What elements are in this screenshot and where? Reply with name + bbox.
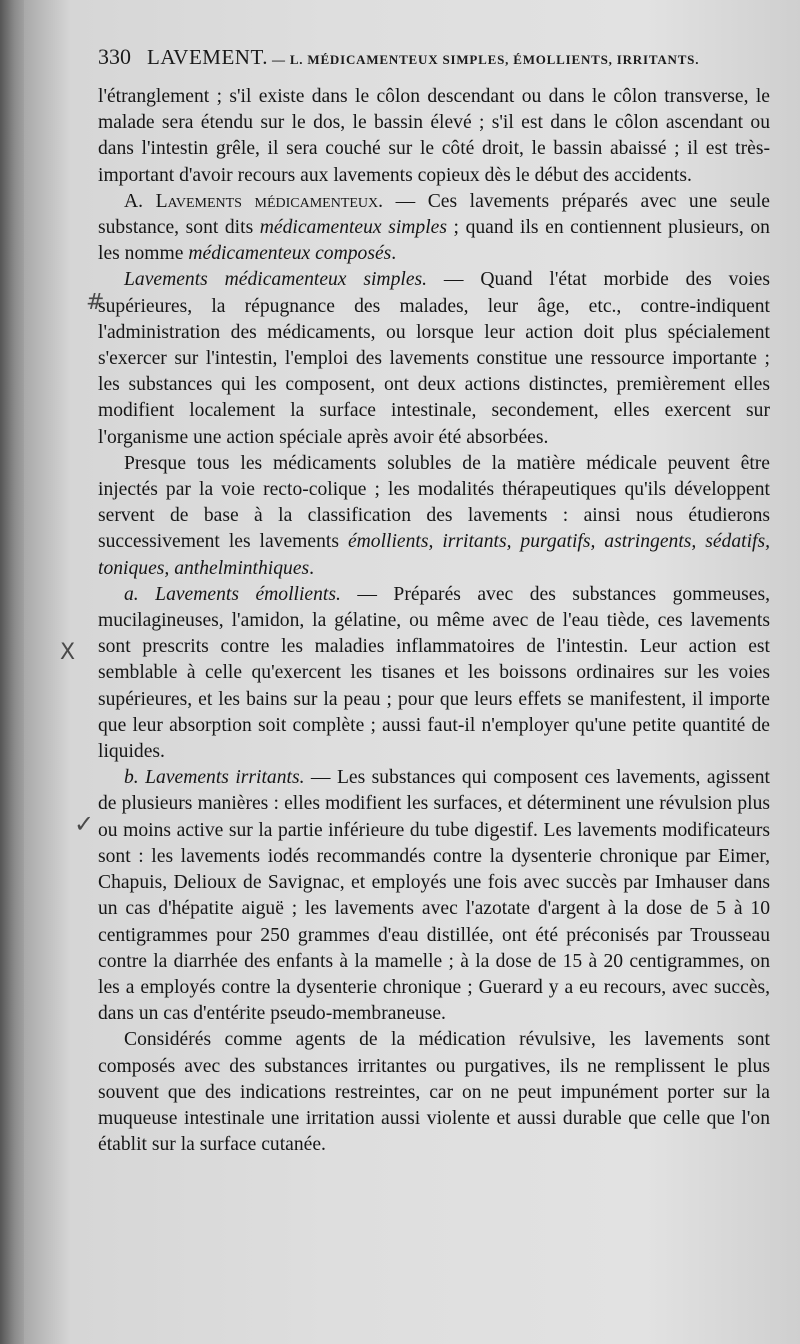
page-header	[98, 44, 758, 70]
section-heading: A. Lavements médicamenteux.	[124, 190, 384, 212]
body-text	[98, 84, 770, 1158]
paragraph-6: b. Lavements irritants. — Les substances qui composent ces lavements, agissent de plusieurs manières : elles modifient les surfaces, et déterminent une révulsion plus ou moins active sur la partie inférieure du tube digestif. Les lavements modificateurs sont : les lavements iodés recommandés contre la dysenterie chronique par Eimer, Chapuis, Delioux de Savignac, et employés une fois avec succès par Imhauser dans un cas d'hépatite aiguë ; les lavements avec l'azotate d'argent à la dose de 5 à 10 centigrammes pour 250 grammes d'eau distillée, ont été préconisés par Trousseau contre la diarrhée des enfants à la mamelle ; à la dose de 15 à 20 centigrammes, on les a employés contre la dysenterie chronique ; Guerard y a eu recours, avec succès, dans un cas d'entérite pseudo-membraneuse.	[98, 767, 771, 1025]
margin-annotation-check: ✓	[74, 810, 95, 838]
paragraph-3: Lavements médicamenteux simples. — Quand l'état morbide des voies supérieures, la répugnance des malades, leur âge, etc., contre-indiquent l'administration des médicaments, ou lorsque leur action doit plus spécialement s'exercer sur l'intestin, l'emploi des lavements constitue une ressource importante ; les substances qui les composent, ont deux actions distinctes, premièrement elles modifient localement la surface intestinale, secondement, elles exercent sur l'organisme une action spéciale après avoir été absorbées.	[98, 269, 770, 448]
paragraph-2: A. Lavements médicamenteux. — Ces lavements préparés avec une seule substance, sont dits médicamenteux simples ; quand ils en contiennent plusieurs, on les nomme médicamenteux composés.	[98, 190, 770, 265]
book-binding-edge	[0, 0, 24, 1344]
subsection-heading: a. Lavements émollients.	[124, 583, 341, 605]
running-title: LAVEMENT.	[147, 45, 268, 69]
subsection-heading: b. Lavements irritants.	[124, 767, 305, 789]
paragraph-7: Considérés comme agents de la médication révulsive, les lavements sont composés avec des substances irritantes ou purgatives, ils ne remplissent le plus souvent que des indications restreintes, car on ne peut impunément porter sur la muqueuse intestinale une irritation aussi violente et aussi durable que celle que l'on établit sur la surface cutanée.	[98, 1029, 770, 1156]
paragraph-4: Presque tous les médicaments solubles de la matière médicale peuvent être injectés par la voie recto-colique ; les modalités thérapeutiques qu'ils développent servent de base à la classification des lavements : ainsi nous étudierons successivement les lavements émollients, irritants, purgatifs, astringents, sédatifs, toniques, anthelminthiques.	[98, 452, 771, 579]
paragraph-1: l'étranglement ; s'il existe dans le côlon descendant ou dans le côlon transverse, le malade sera étendu sur le dos, le bassin élevé ; s'il est dans le côlon ascendant ou dans l'intestin grêle, il sera couché sur le côté droit, le bassin abaissé ; il est très-important d'avoir recours aux lavements copieux dès le début des accidents.	[98, 86, 770, 186]
subsection-heading: Lavements médicamenteux simples.	[124, 269, 428, 291]
book-page	[24, 0, 800, 1344]
page-number: 330	[98, 44, 131, 69]
running-subtitle: — L. MÉDICAMENTEUX SIMPLES, ÉMOLLIENTS, IRRITANTS.	[271, 52, 700, 67]
margin-annotation-hash: #	[86, 290, 105, 315]
paragraph-5: a. Lavements émollients. — Préparés avec des substances gommeuses, mucilagineuses, l'amidon, la gélatine, ou même avec de l'eau tiède, ces lavements sont prescrits contre les maladies inflammatoires de l'intestin. Leur action est semblable à celle qu'exercent les tisanes et les boissons ordinaires sur les voies supérieures, et les bains sur la peau ; pour que leurs effets se manifestent, il importe que leur absorption soit complète ; aussi faut-il n'employer qu'une petite quantité de liquides.	[98, 583, 770, 763]
margin-annotation-x: X	[60, 640, 76, 665]
